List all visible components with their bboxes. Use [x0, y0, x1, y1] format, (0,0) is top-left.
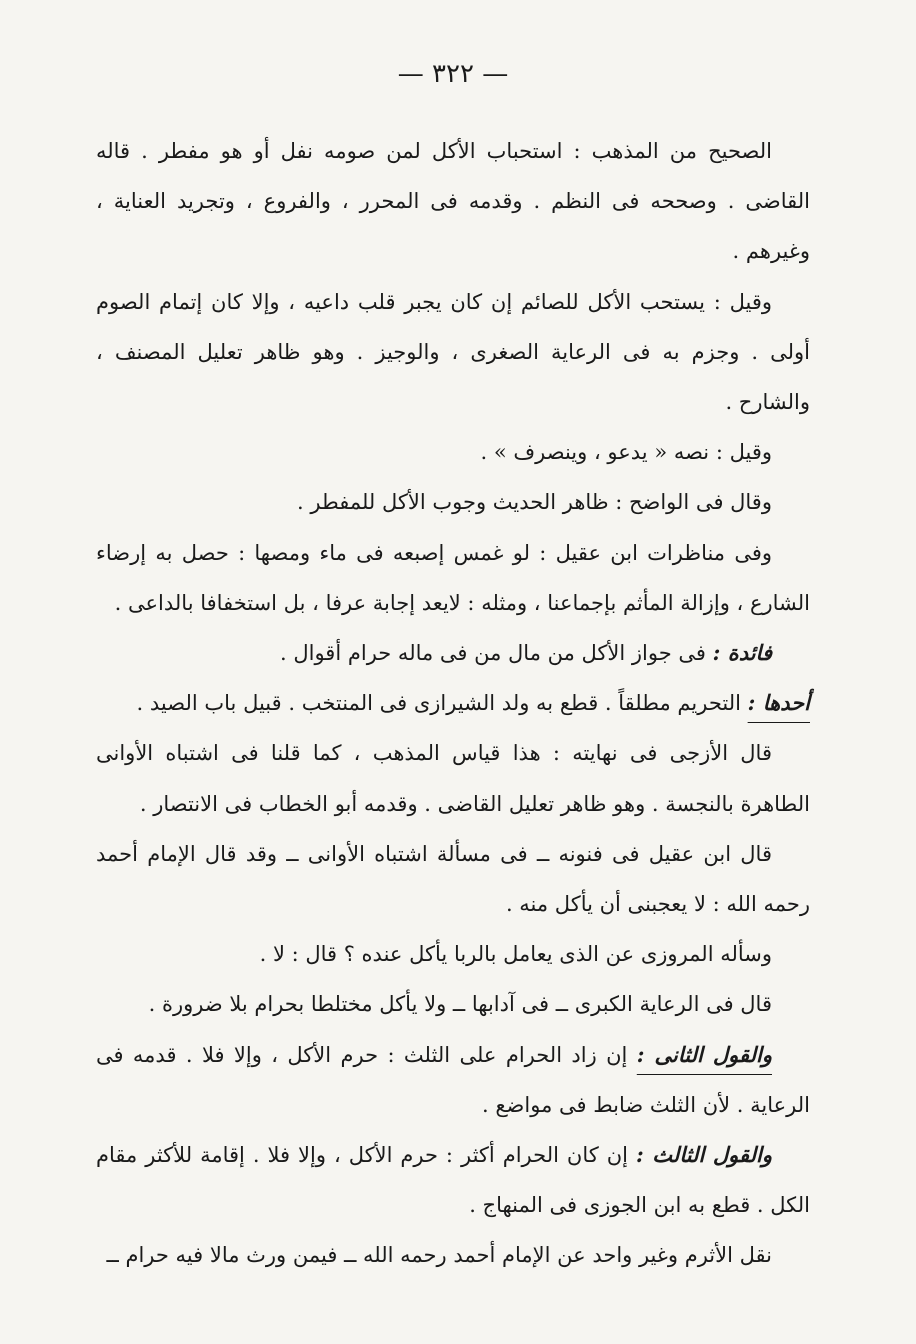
paragraph: [96, 979, 810, 1029]
paragraph: [96, 628, 810, 678]
paragraph-text: قال فى الرعاية الكبرى ــ فى آدابها ــ ولا يأكل مختلطا بحرام بلا ضرورة .: [148, 992, 772, 1017]
paragraph-text: إن زاد الحرام على الثلث : حرم الأكل ، وإلا فلا . قدمه فى الرعاية . لأن الثلث ضابط فى مواضع .: [96, 1042, 810, 1117]
paragraph: [96, 1130, 810, 1230]
paragraph: [96, 427, 810, 477]
paragraph-lead: والقول الثالث :: [635, 1142, 773, 1168]
paragraph: [96, 528, 810, 628]
paragraph-text: قال الأزجى فى نهايته : هذا قياس المذهب ، كما قلنا فى اشتباه الأوانى الطاهرة بالنجسة . وهو ظاهر تعليل القاضى . وقدمه أبو الخطاب فى الانتصار .: [96, 741, 810, 816]
paragraph-lead: أحدها :: [747, 690, 810, 716]
paragraph-text: التحريم مطلقاً . قطع به ولد الشيرازى فى المنتخب . قبيل باب الصيد .: [136, 691, 748, 716]
paragraph-text: قال ابن عقيل فى فنونه ــ فى مسألة اشتباه الأوانى ــ وقد قال الإمام أحمد رحمه الله : لا يعجبنى أن يأكل منه .: [96, 841, 810, 917]
page-body: [96, 126, 810, 1281]
paragraph: [96, 1030, 810, 1130]
paragraph-text: فى جواز الأكل من مال من فى ماله حرام أقوال .: [280, 641, 713, 666]
paragraph-text: نقل الأثرم وغير واحد عن الإمام أحمد رحمه الله ــ فيمن ورث مالا فيه حرام ــ: [106, 1243, 772, 1268]
paragraph: [96, 929, 810, 979]
paragraph: [96, 1230, 810, 1280]
paragraph: [96, 829, 810, 929]
paragraph: [96, 277, 810, 428]
paragraph: [96, 678, 810, 728]
paragraph-text: وقيل : نصه « يدعو ، وينصرف » .: [480, 440, 772, 465]
paragraph-text: الصحيح من المذهب : استحباب الأكل لمن صومه نفل أو هو مفطر . قاله القاضى . وصححه فى النظم . وقدمه فى المحرر ، والفروع ، وتجريد العناية ، وغيرهم .: [96, 139, 810, 264]
paragraph: [96, 728, 810, 828]
paragraph-lead: فائدة :: [712, 640, 772, 666]
paragraph-text: وقال فى الواضح : ظاهر الحديث وجوب الأكل للمفطر .: [297, 490, 772, 515]
paragraph-text: وقيل : يستحب الأكل للصائم إن كان يجبر قلب داعيه ، وإلا كان إتمام الصوم أولى . وجزم به فى الرعاية الصغرى ، والوجيز . وهو ظاهر تعليل المصنف ، والشارح .: [96, 289, 810, 415]
page-number: — ٣٢٢ —: [397, 59, 509, 89]
paragraph-text: إن كان الحرام أكثر : حرم الأكل ، وإلا فلا . إقامة للأكثر مقام الكل . قطع به ابن الجوزى فى المنهاج .: [96, 1143, 810, 1218]
paragraph: [96, 477, 810, 527]
paragraph: [96, 126, 810, 277]
paragraph-text: وفى مناظرات ابن عقيل : لو غمس إصبعه فى ماء ومصها : حصل به إرضاء الشارع ، وإزالة المأثم بإجماعنا ، ومثله : لايعد إجابة عرفا ، بل استخفافا بالداعى .: [96, 540, 810, 615]
paragraph-text: وسأله المروزى عن الذى يعامل بالربا يأكل عنده ؟ قال : لا .: [259, 942, 772, 967]
paragraph-lead: والقول الثانى :: [636, 1041, 772, 1067]
